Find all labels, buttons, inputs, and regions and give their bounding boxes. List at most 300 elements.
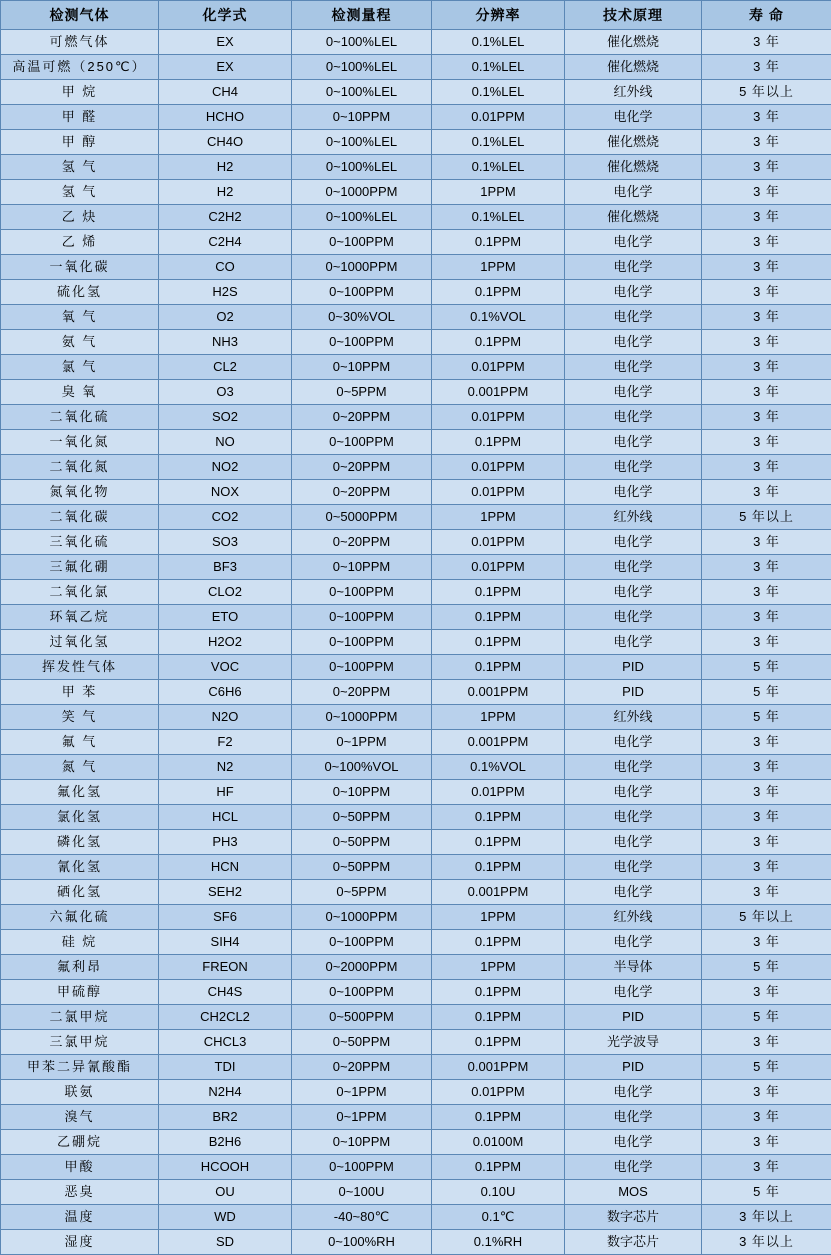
cell-range: 0~100%LEL <box>292 80 432 105</box>
cell-range: 0~500PPM <box>292 1005 432 1030</box>
column-header-principle: 技术原理 <box>565 1 702 30</box>
cell-principle: 电化学 <box>565 730 702 755</box>
table-row <box>1 255 831 280</box>
table-row <box>1 955 831 980</box>
cell-gas-name: 乙 炔 <box>1 205 159 230</box>
cell-gas-name: 三氧化硫 <box>1 530 159 555</box>
cell-gas-name: 氟化氢 <box>1 780 159 805</box>
cell-formula: HF <box>159 780 292 805</box>
cell-gas-name: 乙 烯 <box>1 230 159 255</box>
cell-principle: 电化学 <box>565 855 702 880</box>
cell-resolution: 0.1%LEL <box>432 205 565 230</box>
cell-lifetime: 3 年 <box>702 880 831 905</box>
cell-principle: 电化学 <box>565 880 702 905</box>
cell-principle: 光学波导 <box>565 1030 702 1055</box>
cell-formula: SF6 <box>159 905 292 930</box>
cell-formula: HCHO <box>159 105 292 130</box>
cell-range: 0~100PPM <box>292 605 432 630</box>
table-row <box>1 280 831 305</box>
table-body <box>1 30 831 1255</box>
cell-resolution: 0.1PPM <box>432 330 565 355</box>
cell-principle: 红外线 <box>565 705 702 730</box>
cell-lifetime: 5 年以上 <box>702 505 831 530</box>
cell-principle: 电化学 <box>565 405 702 430</box>
cell-range: 0~5PPM <box>292 380 432 405</box>
cell-formula: CH2CL2 <box>159 1005 292 1030</box>
cell-formula: CO <box>159 255 292 280</box>
cell-principle: PID <box>565 1055 702 1080</box>
cell-principle: 电化学 <box>565 930 702 955</box>
cell-formula: TDI <box>159 1055 292 1080</box>
cell-gas-name: 甲 醛 <box>1 105 159 130</box>
cell-gas-name: 环氧乙烷 <box>1 605 159 630</box>
table-row <box>1 580 831 605</box>
cell-lifetime: 3 年 <box>702 1130 831 1155</box>
cell-lifetime: 3 年 <box>702 330 831 355</box>
cell-lifetime: 3 年以上 <box>702 1205 831 1230</box>
table-row <box>1 555 831 580</box>
cell-formula: H2 <box>159 155 292 180</box>
cell-resolution: 0.01PPM <box>432 530 565 555</box>
cell-range: 0~1PPM <box>292 1105 432 1130</box>
cell-principle: 红外线 <box>565 505 702 530</box>
cell-range: 0~100%LEL <box>292 30 432 55</box>
cell-resolution: 0.01PPM <box>432 780 565 805</box>
cell-formula: CH4O <box>159 130 292 155</box>
cell-formula: CO2 <box>159 505 292 530</box>
cell-formula: SEH2 <box>159 880 292 905</box>
cell-principle: 催化燃烧 <box>565 55 702 80</box>
cell-principle: 电化学 <box>565 580 702 605</box>
cell-range: 0~20PPM <box>292 480 432 505</box>
cell-lifetime: 3 年 <box>702 780 831 805</box>
cell-range: 0~5PPM <box>292 880 432 905</box>
cell-formula: CLO2 <box>159 580 292 605</box>
table-row <box>1 105 831 130</box>
cell-gas-name: 硒化氢 <box>1 880 159 905</box>
cell-formula: H2O2 <box>159 630 292 655</box>
cell-principle: 电化学 <box>565 355 702 380</box>
cell-gas-name: 过氧化氢 <box>1 630 159 655</box>
cell-resolution: 0.1PPM <box>432 230 565 255</box>
cell-gas-name: 一氧化碳 <box>1 255 159 280</box>
cell-formula: N2O <box>159 705 292 730</box>
cell-resolution: 0.1PPM <box>432 1030 565 1055</box>
table-row <box>1 705 831 730</box>
cell-resolution: 1PPM <box>432 955 565 980</box>
cell-range: 0~50PPM <box>292 830 432 855</box>
cell-gas-name: 氟利昂 <box>1 955 159 980</box>
cell-gas-name: 恶臭 <box>1 1180 159 1205</box>
cell-gas-name: 溴气 <box>1 1105 159 1130</box>
cell-formula: SD <box>159 1230 292 1255</box>
cell-lifetime: 3 年 <box>702 55 831 80</box>
cell-formula: HCL <box>159 805 292 830</box>
cell-lifetime: 3 年 <box>702 1080 831 1105</box>
cell-range: 0~20PPM <box>292 1055 432 1080</box>
cell-principle: 电化学 <box>565 1155 702 1180</box>
cell-principle: 电化学 <box>565 830 702 855</box>
cell-range: 0~50PPM <box>292 1030 432 1055</box>
table-row <box>1 405 831 430</box>
table-row <box>1 1105 831 1130</box>
cell-lifetime: 3 年 <box>702 405 831 430</box>
table-row <box>1 855 831 880</box>
cell-lifetime: 3 年 <box>702 280 831 305</box>
cell-lifetime: 3 年 <box>702 355 831 380</box>
cell-lifetime: 3 年 <box>702 1155 831 1180</box>
cell-gas-name: 氢 气 <box>1 155 159 180</box>
cell-resolution: 0.1PPM <box>432 605 565 630</box>
cell-lifetime: 3 年 <box>702 1030 831 1055</box>
table-row <box>1 830 831 855</box>
cell-resolution: 1PPM <box>432 255 565 280</box>
cell-range: 0~30%VOL <box>292 305 432 330</box>
cell-lifetime: 3 年 <box>702 180 831 205</box>
cell-formula: VOC <box>159 655 292 680</box>
cell-formula: ETO <box>159 605 292 630</box>
cell-lifetime: 3 年 <box>702 255 831 280</box>
cell-lifetime: 3 年 <box>702 30 831 55</box>
cell-range: 0~10PPM <box>292 780 432 805</box>
table-row <box>1 805 831 830</box>
cell-principle: 催化燃烧 <box>565 205 702 230</box>
cell-resolution: 0.01PPM <box>432 1080 565 1105</box>
cell-resolution: 0.1%RH <box>432 1230 565 1255</box>
cell-lifetime: 3 年 <box>702 380 831 405</box>
cell-resolution: 0.1PPM <box>432 1155 565 1180</box>
cell-formula: EX <box>159 30 292 55</box>
cell-gas-name: 温度 <box>1 1205 159 1230</box>
cell-resolution: 0.01PPM <box>432 455 565 480</box>
cell-formula: CH4 <box>159 80 292 105</box>
cell-gas-name: 可燃气体 <box>1 30 159 55</box>
cell-range: -40~80℃ <box>292 1205 432 1230</box>
table-row <box>1 505 831 530</box>
table-header-row <box>1 1 831 30</box>
cell-gas-name: 联氨 <box>1 1080 159 1105</box>
cell-lifetime: 3 年 <box>702 305 831 330</box>
cell-gas-name: 氯化氢 <box>1 805 159 830</box>
cell-principle: 电化学 <box>565 330 702 355</box>
cell-resolution: 0.1PPM <box>432 430 565 455</box>
cell-formula: NO <box>159 430 292 455</box>
cell-lifetime: 3 年 <box>702 105 831 130</box>
cell-gas-name: 高温可燃（250℃） <box>1 55 159 80</box>
table-row <box>1 1205 831 1230</box>
cell-range: 0~100%LEL <box>292 55 432 80</box>
cell-gas-name: 二氧化硫 <box>1 405 159 430</box>
column-header-gas-name: 检测气体 <box>1 1 159 30</box>
cell-gas-name: 六氟化硫 <box>1 905 159 930</box>
column-header-lifetime: 寿 命 <box>702 1 831 30</box>
cell-resolution: 0.1PPM <box>432 630 565 655</box>
column-header-formula: 化学式 <box>159 1 292 30</box>
cell-lifetime: 3 年 <box>702 980 831 1005</box>
cell-formula: BF3 <box>159 555 292 580</box>
table-row <box>1 1080 831 1105</box>
column-header-resolution: 分辨率 <box>432 1 565 30</box>
cell-lifetime: 3 年 <box>702 580 831 605</box>
cell-range: 0~1000PPM <box>292 255 432 280</box>
table-row <box>1 1155 831 1180</box>
cell-range: 0~50PPM <box>292 855 432 880</box>
table-row <box>1 355 831 380</box>
cell-resolution: 0.01PPM <box>432 105 565 130</box>
cell-formula: O2 <box>159 305 292 330</box>
cell-gas-name: 氮 气 <box>1 755 159 780</box>
table-row <box>1 1230 831 1255</box>
cell-resolution: 0.001PPM <box>432 380 565 405</box>
cell-resolution: 0.1PPM <box>432 830 565 855</box>
cell-gas-name: 磷化氢 <box>1 830 159 855</box>
cell-resolution: 0.001PPM <box>432 730 565 755</box>
cell-formula: CHCL3 <box>159 1030 292 1055</box>
cell-range: 0~1000PPM <box>292 705 432 730</box>
cell-gas-name: 氟 气 <box>1 730 159 755</box>
cell-gas-name: 三氯甲烷 <box>1 1030 159 1055</box>
cell-gas-name: 硅 烷 <box>1 930 159 955</box>
cell-principle: 电化学 <box>565 1130 702 1155</box>
cell-range: 0~20PPM <box>292 680 432 705</box>
cell-range: 0~100%LEL <box>292 130 432 155</box>
cell-gas-name: 甲 醇 <box>1 130 159 155</box>
cell-lifetime: 3 年 <box>702 430 831 455</box>
cell-formula: F2 <box>159 730 292 755</box>
cell-range: 0~1000PPM <box>292 905 432 930</box>
cell-formula: N2H4 <box>159 1080 292 1105</box>
cell-lifetime: 3 年 <box>702 555 831 580</box>
cell-principle: 电化学 <box>565 1105 702 1130</box>
cell-lifetime: 5 年 <box>702 655 831 680</box>
cell-range: 0~20PPM <box>292 455 432 480</box>
cell-resolution: 0.1PPM <box>432 580 565 605</box>
cell-lifetime: 3 年以上 <box>702 1230 831 1255</box>
cell-principle: 电化学 <box>565 630 702 655</box>
table-row <box>1 730 831 755</box>
column-header-range: 检测量程 <box>292 1 432 30</box>
cell-lifetime: 3 年 <box>702 930 831 955</box>
table-row <box>1 80 831 105</box>
cell-resolution: 1PPM <box>432 180 565 205</box>
cell-formula: C6H6 <box>159 680 292 705</box>
table-row <box>1 980 831 1005</box>
cell-resolution: 0.1PPM <box>432 855 565 880</box>
cell-resolution: 0.001PPM <box>432 1055 565 1080</box>
table-row <box>1 680 831 705</box>
cell-principle: 电化学 <box>565 1080 702 1105</box>
cell-lifetime: 3 年 <box>702 480 831 505</box>
cell-gas-name: 氧 气 <box>1 305 159 330</box>
cell-resolution: 0.1%LEL <box>432 80 565 105</box>
table-row <box>1 305 831 330</box>
cell-range: 0~10PPM <box>292 1130 432 1155</box>
cell-gas-name: 氢 气 <box>1 180 159 205</box>
table-row <box>1 1180 831 1205</box>
cell-resolution: 0.10U <box>432 1180 565 1205</box>
cell-gas-name: 甲硫醇 <box>1 980 159 1005</box>
cell-principle: 电化学 <box>565 480 702 505</box>
table-row <box>1 380 831 405</box>
table-row <box>1 755 831 780</box>
cell-lifetime: 3 年 <box>702 730 831 755</box>
cell-range: 0~100PPM <box>292 330 432 355</box>
cell-gas-name: 二氧化碳 <box>1 505 159 530</box>
table-row <box>1 630 831 655</box>
cell-gas-name: 二氯甲烷 <box>1 1005 159 1030</box>
cell-gas-name: 氮氧化物 <box>1 480 159 505</box>
cell-principle: 电化学 <box>565 455 702 480</box>
cell-lifetime: 3 年 <box>702 1105 831 1130</box>
cell-lifetime: 3 年 <box>702 855 831 880</box>
cell-range: 0~5000PPM <box>292 505 432 530</box>
cell-range: 0~100PPM <box>292 230 432 255</box>
table-row <box>1 1005 831 1030</box>
cell-formula: BR2 <box>159 1105 292 1130</box>
table-row <box>1 1030 831 1055</box>
cell-resolution: 0.01PPM <box>432 355 565 380</box>
table-row <box>1 1130 831 1155</box>
cell-principle: MOS <box>565 1180 702 1205</box>
cell-gas-name: 挥发性气体 <box>1 655 159 680</box>
cell-range: 0~1PPM <box>292 730 432 755</box>
cell-lifetime: 5 年 <box>702 955 831 980</box>
cell-gas-name: 二氧化氯 <box>1 580 159 605</box>
cell-principle: 电化学 <box>565 280 702 305</box>
cell-resolution: 0.1PPM <box>432 1105 565 1130</box>
table-header <box>1 1 831 30</box>
cell-resolution: 0.1%LEL <box>432 155 565 180</box>
cell-gas-name: 一氧化氮 <box>1 430 159 455</box>
cell-resolution: 0.1PPM <box>432 280 565 305</box>
cell-lifetime: 5 年 <box>702 1055 831 1080</box>
cell-resolution: 0.0100M <box>432 1130 565 1155</box>
cell-gas-name: 三氟化硼 <box>1 555 159 580</box>
cell-principle: 电化学 <box>565 180 702 205</box>
cell-lifetime: 3 年 <box>702 605 831 630</box>
cell-gas-name: 臭 氧 <box>1 380 159 405</box>
cell-range: 0~1PPM <box>292 1080 432 1105</box>
cell-resolution: 1PPM <box>432 705 565 730</box>
cell-formula: HCOOH <box>159 1155 292 1180</box>
table-row <box>1 930 831 955</box>
cell-formula: C2H4 <box>159 230 292 255</box>
cell-gas-name: 氯 气 <box>1 355 159 380</box>
cell-range: 0~100U <box>292 1180 432 1205</box>
cell-gas-name: 甲 烷 <box>1 80 159 105</box>
cell-range: 0~20PPM <box>292 530 432 555</box>
cell-gas-name: 笑 气 <box>1 705 159 730</box>
cell-principle: 电化学 <box>565 255 702 280</box>
cell-lifetime: 3 年 <box>702 830 831 855</box>
table-row <box>1 205 831 230</box>
cell-lifetime: 3 年 <box>702 155 831 180</box>
cell-resolution: 0.1PPM <box>432 655 565 680</box>
cell-range: 0~100PPM <box>292 980 432 1005</box>
cell-principle: PID <box>565 680 702 705</box>
cell-lifetime: 5 年 <box>702 1180 831 1205</box>
cell-formula: NH3 <box>159 330 292 355</box>
cell-range: 0~10PPM <box>292 355 432 380</box>
cell-range: 0~10PPM <box>292 555 432 580</box>
table-row <box>1 880 831 905</box>
cell-gas-name: 硫化氢 <box>1 280 159 305</box>
cell-lifetime: 3 年 <box>702 755 831 780</box>
cell-formula: WD <box>159 1205 292 1230</box>
cell-principle: 电化学 <box>565 755 702 780</box>
cell-principle: 电化学 <box>565 605 702 630</box>
cell-formula: OU <box>159 1180 292 1205</box>
cell-formula: NO2 <box>159 455 292 480</box>
cell-range: 0~2000PPM <box>292 955 432 980</box>
table-row <box>1 130 831 155</box>
cell-lifetime: 3 年 <box>702 530 831 555</box>
cell-principle: 催化燃烧 <box>565 30 702 55</box>
cell-resolution: 0.1PPM <box>432 930 565 955</box>
cell-lifetime: 3 年 <box>702 805 831 830</box>
cell-lifetime: 5 年以上 <box>702 905 831 930</box>
cell-formula: CH4S <box>159 980 292 1005</box>
cell-range: 0~100PPM <box>292 430 432 455</box>
cell-principle: 电化学 <box>565 780 702 805</box>
cell-formula: SIH4 <box>159 930 292 955</box>
cell-resolution: 0.001PPM <box>432 880 565 905</box>
table-row <box>1 605 831 630</box>
cell-formula: N2 <box>159 755 292 780</box>
cell-formula: FREON <box>159 955 292 980</box>
cell-range: 0~100PPM <box>292 280 432 305</box>
cell-range: 0~20PPM <box>292 405 432 430</box>
cell-range: 0~100%LEL <box>292 155 432 180</box>
table-row <box>1 330 831 355</box>
cell-formula: H2 <box>159 180 292 205</box>
cell-gas-name: 二氧化氮 <box>1 455 159 480</box>
cell-gas-name: 乙硼烷 <box>1 1130 159 1155</box>
cell-gas-name: 氰化氢 <box>1 855 159 880</box>
cell-gas-name: 甲 苯 <box>1 680 159 705</box>
cell-range: 0~100PPM <box>292 930 432 955</box>
cell-formula: NOX <box>159 480 292 505</box>
cell-lifetime: 3 年 <box>702 205 831 230</box>
cell-formula: SO2 <box>159 405 292 430</box>
cell-formula: C2H2 <box>159 205 292 230</box>
table-row <box>1 30 831 55</box>
cell-gas-name: 氨 气 <box>1 330 159 355</box>
cell-resolution: 0.1PPM <box>432 980 565 1005</box>
cell-resolution: 0.1%VOL <box>432 305 565 330</box>
cell-principle: 电化学 <box>565 805 702 830</box>
cell-principle: 红外线 <box>565 80 702 105</box>
cell-lifetime: 3 年 <box>702 130 831 155</box>
cell-resolution: 1PPM <box>432 905 565 930</box>
cell-principle: 电化学 <box>565 530 702 555</box>
cell-resolution: 0.1%LEL <box>432 30 565 55</box>
cell-lifetime: 5 年 <box>702 1005 831 1030</box>
cell-resolution: 0.1%LEL <box>432 55 565 80</box>
cell-resolution: 0.1PPM <box>432 1005 565 1030</box>
cell-principle: 红外线 <box>565 905 702 930</box>
cell-lifetime: 3 年 <box>702 230 831 255</box>
cell-range: 0~100PPM <box>292 1155 432 1180</box>
cell-range: 0~100PPM <box>292 655 432 680</box>
cell-principle: PID <box>565 655 702 680</box>
cell-lifetime: 5 年 <box>702 680 831 705</box>
table-row <box>1 430 831 455</box>
cell-range: 0~100PPM <box>292 630 432 655</box>
cell-formula: SO3 <box>159 530 292 555</box>
cell-principle: 电化学 <box>565 230 702 255</box>
cell-principle: 数字芯片 <box>565 1230 702 1255</box>
